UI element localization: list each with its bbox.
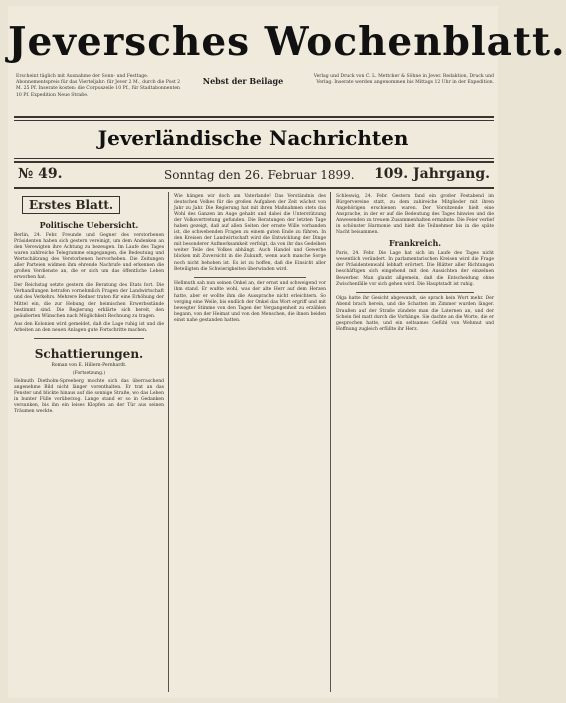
masthead-title: Jeversches Wochenblatt. [8,19,566,65]
column-1 [14,194,164,417]
section-heading: Politische Uebersicht. [39,220,139,230]
column-divider [330,192,331,692]
article-paragraph: Der Reichstag setzte gestern die Beratung des Etats fort. Die Verhandlungen betrafen vornehmlich Fragen der Landwirtschaft und des Verkehrs. Mehrere Redner traten für eine Erhöhung der Mittel ein, die zur Hebung der heimischen Erwerbsstände bestimmt sind. Die Regierung erklärte sich bereit, den geäußerten Wünschen nach Möglichkeit Rechnung zu tragen. [14,283,164,319]
issue-number: № 49. [18,166,63,182]
issue-year: 109. Jahrgang. [374,166,490,182]
newspaper-page [8,6,566,698]
issue-line [14,166,494,186]
section-badge: Erstes Blatt. [22,196,120,214]
feuilleton-text: Hellmuth sah nun seinen Onkel an, der ernst und schweigend vor ihm stand. Er wußte wohl, was der alte Herr auf dem Herzen hatte, aber er wollte ihm die Aussprache nicht erleichtern. So verging eine Weile, bis endlich der Onkel das Wort ergriff und mit bewegter Stimme von den Tagen der Vergangenheit zu erzählen begann, von der Heimat und von den Menschen, die ihnen beiden einst nahe gestanden hatten. [174,281,326,323]
article-paragraph: Berlin, 24. Febr. Freunde und Gegner des verstorbenen Präsidenten haben sich gestern vereinigt, um dem Andenken an den Verewigten ihre Achtung zu bezeugen. Im Laufe des Tages waren zahlreiche Telegramme eingegangen, die Bedeutung und Wertschätzung des Verstorbenen hervorheben. Die Zeitungen aller Parteien widmen ihm ehrende Nachrufe und erkennen die großen Verdienste an, die er sich um das öffentliche Leben erworben hat. [14,233,164,281]
column-divider [168,192,169,692]
masthead-rule-thin [14,120,494,121]
feuilleton-note: (Fortsetzung.) [72,370,106,376]
masthead-right-info: Verlag und Druck von C. L. Mettcker & Söhne in Jever. Redaktion, Druck und Verlag. Inserate werden angenommen bis Mittags 12 Uhr in der Expedition. [313,74,494,86]
feuilleton-text: Helmuth Dietholm-Spreeberg mochte sich das überraschend angenehme Bild nicht länger vorenthalten. Er trat an das Fenster und blickte hinaus auf die sonnige Straße, wo das Leben in bunter Fülle vorüberzog. Lange stand er so in Gedanken versunken, bis ihn ein leises Klopfen an der Tür aus seinen Träumen weckte. [14,378,164,414]
feuilleton-author: Roman von E. Hillern-Pernhardt. [51,362,127,368]
issue-rule-bottom [14,187,494,189]
column-3 [336,194,494,335]
masthead-left-info: Erscheint täglich mit Ausnahme der Sonn- und Festtage. Abonnementspreis für das Vierteljahr: für Jever 2 M., durch die Post 2 M. 25 Pf. Inserate kosten: die Corpuszeile 10 Pf., für Stadtabonnenten 10 Pf. Expedition Neue Straße. [16,74,181,98]
section-heading: Frankreich. [388,238,442,249]
column-2 [174,194,326,326]
section-divider [356,292,474,293]
article-paragraph: Paris, 24. Febr. Die Lage hat sich im Laufe des Tages nicht wesentlich verändert. In parlamentarischen Kreisen wird die Frage der Präsidentenwahl lebhaft erörtert. Die Blätter aller Richtungen beschäftigen sich eingehend mit den Aussichten der einzelnen Bewerber. Man glaubt allgemein, daß die Entscheidung ohne Zwischenfälle vor sich gehen wird. Die Hauptstadt ist ruhig. [336,251,494,287]
masthead-rule [14,116,494,118]
article-paragraph: Schleswig, 24. Febr. Gestern fand ein großer Festabend im Bürgervereine statt, zu dem zahlreiche Mitglieder mit ihren Angehörigen erschienen waren. Der Vorsitzende hielt eine Ansprache, in der er auf die Bedeutung des Tages hinwies und die Anwesenden zu treuem Zusammenhalten ermahnte. Die Feier verlief in schönster Harmonie und hielt die Teilnehmer bis in die späte Nacht beisammen. [336,194,494,236]
supplement-title: Jeverländische Nachrichten [97,126,409,150]
issue-rule-top-thick [14,161,494,163]
feuilleton-text: Olga hatte ihr Gesicht abgewandt, sie sprach kein Wort mehr. Der Abend brach herein, und die Schatten im Zimmer wurden länger. Draußen auf der Straße zündete man die Laternen an, und der Schein fiel matt durch die Vorhänge. Sie dachte an die Worte, die er gesprochen hatte, und ein seltsames Gefühl von Wehmut und Hoffnung zugleich erfüllte ihr Herz. [336,296,494,332]
section-divider [194,277,306,278]
article-paragraph: Wie hängen wir doch am Vaterlande! Das Verständnis des deutschen Volkes für die großen Aufgaben der Zeit wächst von Jahr zu Jahr. Die Regierung hat mit ihren Maßnahmen stets das Wohl des Ganzen im Auge gehabt und dabei die Unterstützung der Volksvertretung gefunden. Die Beratungen der letzten Tage haben gezeigt, daß auf allen Seiten der ernste Wille vorhanden ist, die schwebenden Fragen zu einem guten Ende zu führen. In den Kreisen der Landwirtschaft wird die Entwicklung der Dinge mit besonderer Aufmerksamkeit verfolgt, da von ihr das Gedeihen weiter Teile des Volkes abhängt. Auch Handel und Gewerbe blicken mit Zuversicht in die Zukunft, wenn auch manche Sorge noch nicht behoben ist. Es ist zu hoffen, daß die Einsicht aller Beteiligten die Schwierigkeiten überwinden wird. [174,194,326,272]
article-paragraph: Aus den Kolonien wird gemeldet, daß die Lage ruhig ist und die Arbeiten an den neuen Anlagen gute Fortschritte machen. [14,321,164,333]
section-divider [34,338,144,339]
issue-rule-top [14,158,494,159]
masthead-middle-info: Nebst der Beilage [202,76,284,86]
feuilleton-heading: Schattierungen. [34,346,144,361]
issue-date: Sonntag den 26. Februar 1899. [164,168,355,182]
